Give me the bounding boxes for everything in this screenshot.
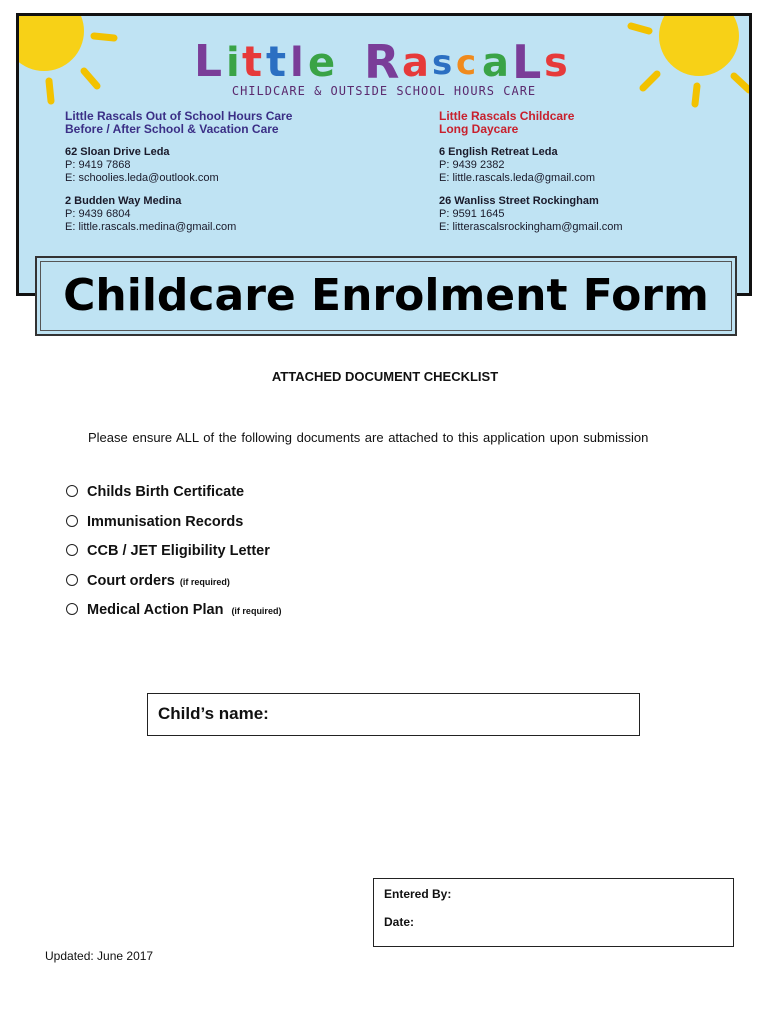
location-email: E: litterascalsrockingham@gmail.com — [439, 221, 623, 233]
office-use-box — [373, 878, 734, 947]
checklist-instruction: Please ensure ALL of the following documents are attached to this application upon submission — [88, 430, 649, 445]
childcare-heading-2: Long Daycare — [439, 122, 519, 136]
radio-circle-icon[interactable] — [66, 603, 78, 615]
childs-name-field[interactable] — [147, 693, 640, 736]
location-address: 62 Sloan Drive Leda — [65, 146, 170, 158]
radio-circle-icon[interactable] — [66, 574, 78, 586]
location-email: E: little.rascals.leda@gmail.com — [439, 172, 596, 184]
location-phone: P: 9419 7868 — [65, 159, 131, 171]
checklist-item-note: (if required) — [179, 576, 230, 587]
svg-text:L: L — [194, 36, 223, 87]
location-address: 2 Budden Way Medina — [65, 195, 182, 207]
form-title: Childcare Enrolment Form — [63, 270, 709, 321]
checklist-item[interactable] — [66, 514, 281, 544]
checklist-item[interactable] — [66, 573, 281, 603]
svg-text:L: L — [512, 35, 542, 89]
checklist-item-label: Immunisation Records — [87, 513, 244, 530]
header-banner — [16, 13, 752, 296]
radio-circle-icon[interactable] — [66, 485, 78, 497]
svg-text:l: l — [290, 40, 304, 86]
logo-wordmark — [194, 30, 574, 90]
location-address: 6 English Retreat Leda — [439, 146, 558, 158]
osh-heading-1: Little Rascals Out of School Hours Care — [65, 109, 293, 123]
checklist-item-label: Court orders — [87, 572, 175, 589]
osh-heading-2: Before / After School & Vacation Care — [65, 122, 279, 136]
childcare-heading-1: Little Rascals Childcare — [439, 109, 575, 123]
osh-care-column — [65, 110, 292, 234]
childcare-column — [439, 110, 623, 234]
checklist-heading: ATTACHED DOCUMENT CHECKLIST — [271, 369, 499, 384]
checklist-item[interactable] — [66, 602, 281, 632]
checklist-item[interactable] — [66, 543, 281, 573]
date-field[interactable]: Date: — [384, 915, 415, 929]
svg-text:c: c — [456, 43, 477, 83]
svg-text:s: s — [432, 43, 453, 83]
updated-date: Updated: June 2017 — [45, 949, 154, 963]
svg-text:a: a — [402, 40, 429, 86]
checklist-item[interactable] — [66, 484, 281, 514]
radio-circle-icon[interactable] — [66, 515, 78, 527]
svg-text:s: s — [544, 40, 568, 86]
svg-text:t: t — [242, 37, 263, 86]
svg-text:e: e — [308, 40, 336, 86]
childs-name-label: Child’s name: — [158, 704, 269, 723]
checklist-item-label: Childs Birth Certificate — [87, 484, 245, 500]
location-phone: P: 9591 1645 — [439, 208, 505, 220]
location-phone: P: 9439 6804 — [65, 208, 131, 220]
location-email: E: schoolies.leda@outlook.com — [65, 172, 219, 184]
checklist-item-note: (if required) — [231, 606, 282, 616]
document-checklist — [66, 484, 281, 632]
checklist-item-label: CCB / JET Eligibility Letter — [87, 543, 270, 559]
form-title-box — [35, 256, 737, 336]
location-phone: P: 9439 2382 — [439, 159, 505, 171]
svg-text:R: R — [364, 35, 400, 89]
location-email: E: little.rascals.medina@gmail.com — [65, 221, 237, 233]
tagline: CHILDCARE & OUTSIDE SCHOOL HOURS CARE — [231, 84, 537, 98]
svg-text:i: i — [226, 40, 240, 86]
radio-circle-icon[interactable] — [66, 544, 78, 556]
checklist-item-label: Medical Action Plan — [87, 602, 224, 618]
entered-by-field[interactable]: Entered By: — [384, 887, 452, 901]
svg-text:a: a — [482, 40, 509, 86]
svg-text:t: t — [266, 37, 287, 86]
location-address: 26 Wanliss Street Rockingham — [439, 195, 599, 207]
